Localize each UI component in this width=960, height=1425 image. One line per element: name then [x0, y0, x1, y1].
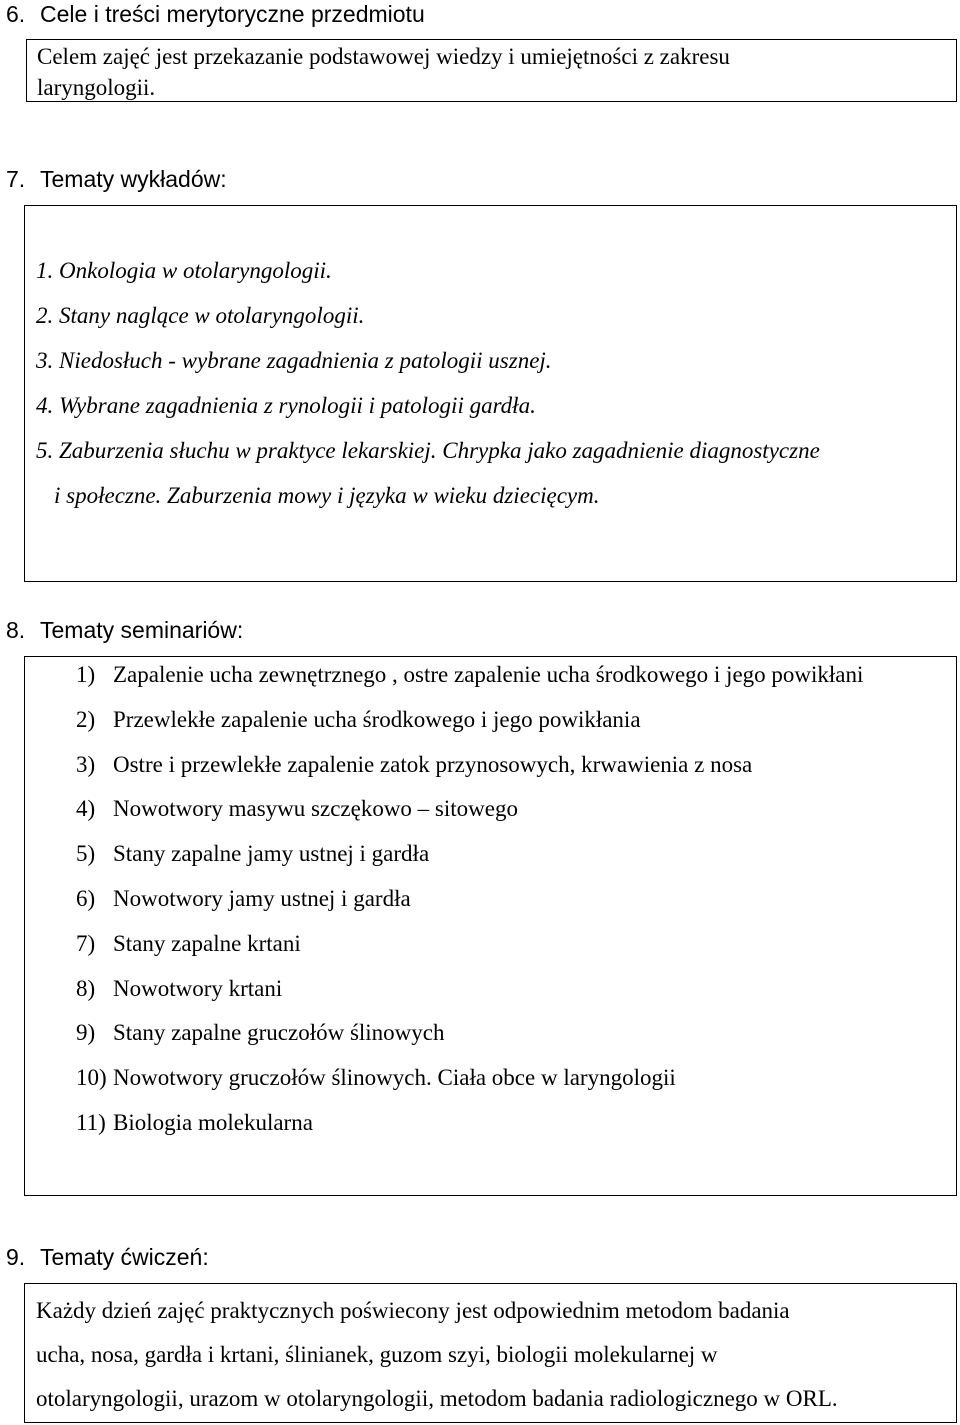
- item-number: 4): [76, 796, 96, 822]
- list-item: [76, 655, 863, 700]
- list-item: 3. Niedosłuch - wybrane zagadnienia z patologii usznej.: [36, 348, 552, 373]
- item-number: 10): [76, 1065, 107, 1091]
- item-number: 7): [76, 930, 96, 956]
- list-item: [36, 428, 820, 518]
- content-line: otolaryngologii, urazom w otolaryngologii, metodom badania radiologicznego w ORL.: [36, 1386, 838, 1411]
- section-7-box: [24, 205, 957, 582]
- section-number: 9.: [6, 1244, 26, 1270]
- section-number: 8.: [6, 617, 26, 643]
- section-6-heading: [6, 0, 425, 28]
- item-number: 9): [76, 1020, 96, 1046]
- list-item: [76, 745, 863, 790]
- section-title: Cele i treści merytoryczne przedmiotu: [40, 1, 425, 27]
- item-text: Nowotwory masywu szczękowo – sitowego: [113, 796, 518, 822]
- item-number: 5): [76, 841, 96, 867]
- section-number: 7.: [6, 166, 26, 192]
- item-number: 2): [76, 706, 96, 732]
- section-title: Tematy wykładów:: [40, 166, 227, 192]
- item-number: 6): [76, 885, 96, 911]
- list-item: [76, 1103, 863, 1148]
- list-item: [76, 1013, 863, 1058]
- item-number: 1): [76, 662, 96, 687]
- section-number: 6.: [6, 1, 26, 27]
- lecture-list: [36, 248, 820, 518]
- item-text: Zapalenie ucha zewnętrznego , ostre zapalenie ucha środkowego i jego powikłani: [113, 662, 864, 687]
- item-text: Nowotwory krtani: [113, 975, 283, 1001]
- list-item-text: 5. Zaburzenia słuchu w praktyce lekarskiej. Chrypka jako zagadnienie diagnostyczne: [36, 438, 820, 463]
- content-line: Celem zajęć jest przekazanie podstawowej wiedzy i umiejętności z zakresu: [37, 44, 730, 69]
- item-number: 3): [76, 751, 96, 777]
- item-text: Nowotwory gruczołów ślinowych. Ciała obce w laryngologii: [113, 1065, 676, 1091]
- item-text: Przewlekłe zapalenie ucha środkowego i jego powikłania: [113, 706, 641, 732]
- section-8-heading: [6, 616, 243, 644]
- item-text: Ostre i przewlekłe zapalenie zatok przynosowych, krwawienia z nosa: [113, 751, 753, 777]
- section-9-content: [36, 1289, 951, 1421]
- section-title: Tematy ćwiczeń:: [40, 1244, 209, 1270]
- list-item: [76, 924, 863, 969]
- item-number: 8): [76, 975, 96, 1001]
- seminar-list: [76, 655, 863, 1148]
- list-item: 1. Onkologia w otolaryngologii.: [36, 258, 332, 283]
- item-text: Biologia molekularna: [113, 1109, 313, 1135]
- content-line: laryngologii.: [37, 75, 156, 100]
- content-line: ucha, nosa, gardła i krtani, ślinianek, guzom szyi, biologii molekularnej w: [36, 1342, 718, 1367]
- item-text: Stany zapalne krtani: [113, 930, 301, 956]
- content-line: Każdy dzień zajęć praktycznych poświecony jest odpowiednim metodom badania: [36, 1298, 790, 1323]
- list-item: 2. Stany naglące w otolaryngologii.: [36, 303, 365, 328]
- item-number: 11): [76, 1109, 106, 1135]
- item-text: Nowotwory jamy ustnej i gardła: [113, 885, 411, 911]
- list-item-continuation: i społeczne. Zaburzenia mowy i języka w wieku dziecięcym.: [54, 483, 600, 508]
- list-item: [76, 700, 863, 745]
- item-text: Stany zapalne jamy ustnej i gardła: [113, 841, 430, 867]
- item-text: Stany zapalne gruczołów ślinowych: [113, 1020, 445, 1046]
- list-item: [76, 834, 863, 879]
- list-item: [76, 969, 863, 1014]
- list-item: [76, 789, 863, 834]
- section-9-heading: [6, 1243, 209, 1271]
- section-title: Tematy seminariów:: [40, 617, 244, 643]
- section-7-heading: [6, 165, 227, 193]
- list-item: [76, 879, 863, 924]
- section-6-box: [26, 39, 957, 102]
- list-item: 4. Wybrane zagadnienia z rynologii i patologii gardła.: [36, 393, 536, 418]
- list-item: [76, 1058, 863, 1103]
